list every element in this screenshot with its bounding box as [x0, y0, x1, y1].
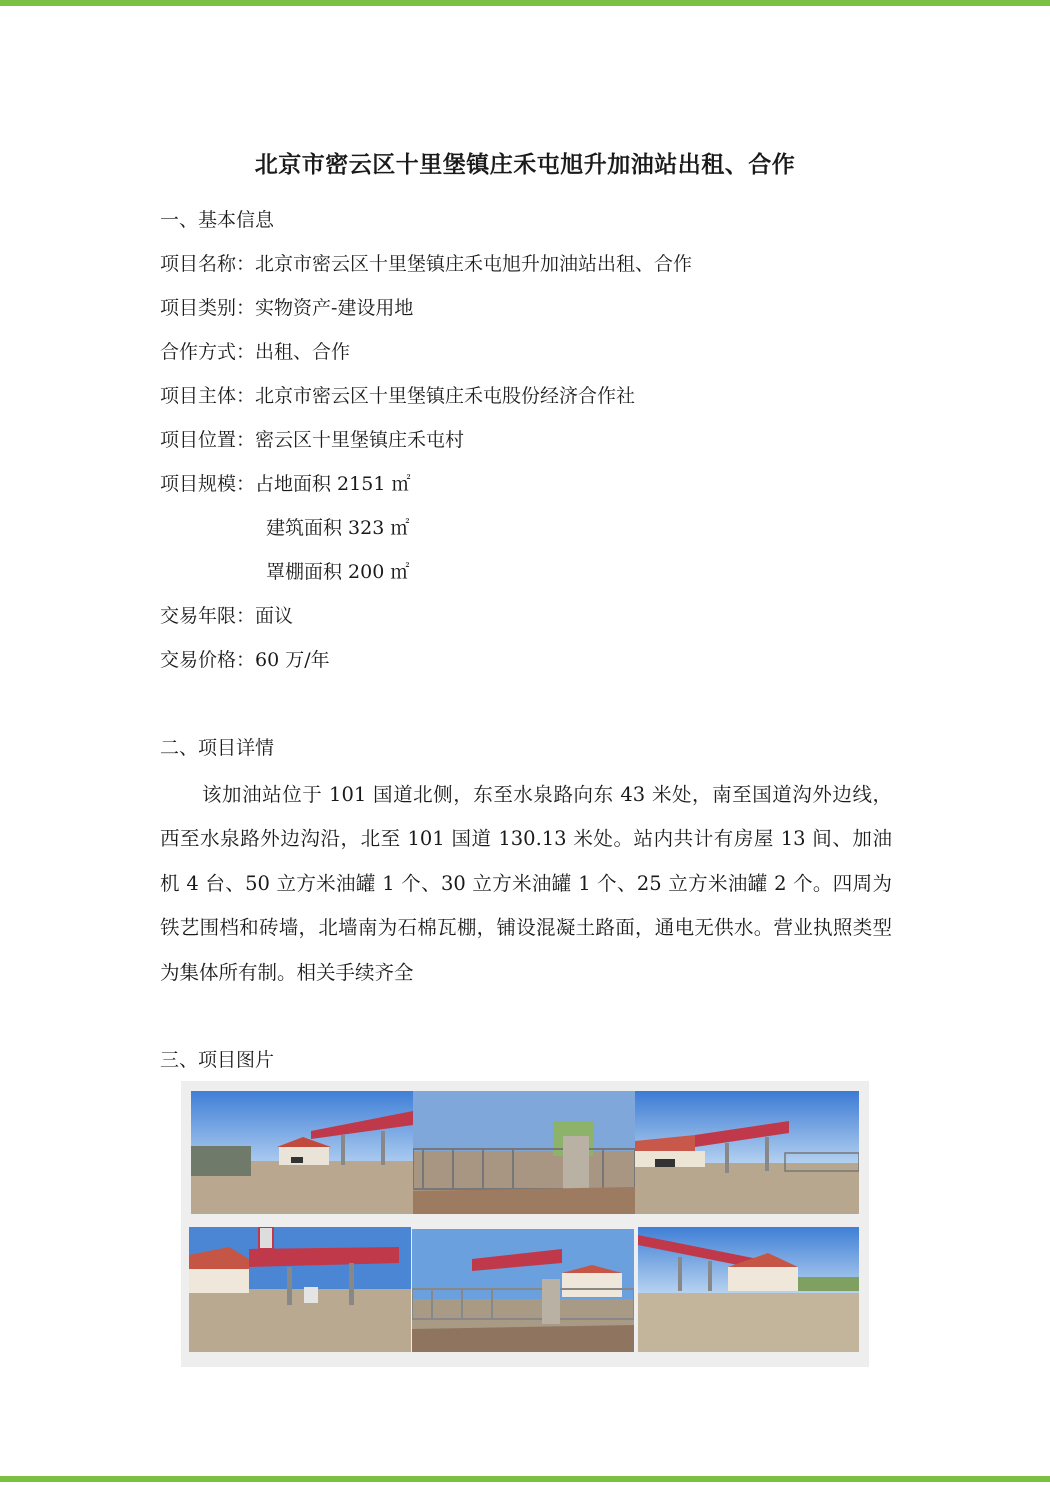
field-value: 出租、合作 [255, 341, 351, 363]
field-label: 项目名称： [160, 253, 256, 275]
section-heading-basic-info: 一、基本信息 [160, 209, 275, 231]
field-value: 北京市密云区十里堡镇庄禾屯旭升加油站出租、合作 [255, 253, 693, 275]
section-heading-project-details: 二、项目详情 [160, 737, 275, 759]
field-project-scale [160, 471, 410, 497]
field-transaction-term [160, 603, 293, 629]
document-title: 北京市密云区十里堡镇庄禾屯旭升加油站出租、合作 [254, 151, 796, 178]
bottom-accent-bar [0, 1476, 1050, 1482]
gas-station-photo-1 [191, 1091, 413, 1214]
scale-canopy-area: 罩棚面积 200 ㎡ [266, 561, 410, 583]
field-transaction-price [160, 647, 330, 673]
field-value: 实物资产-建设用地 [255, 297, 414, 319]
field-label: 合作方式： [160, 341, 256, 363]
field-project-owner [160, 383, 635, 409]
gas-station-photo-4 [189, 1227, 411, 1352]
field-cooperation-method [160, 339, 350, 365]
field-label: 项目类别： [160, 297, 256, 319]
gas-station-photo-2 [413, 1091, 635, 1214]
field-value: 密云区十里堡镇庄禾屯村 [255, 429, 465, 451]
field-project-category [160, 295, 413, 321]
field-value: 北京市密云区十里堡镇庄禾屯股份经济合作社 [255, 385, 636, 407]
scale-building-area: 建筑面积 323 ㎡ [266, 517, 410, 539]
project-details-paragraph: 该加油站位于 101 国道北侧，东至水泉路向东 43 米处，南至国道沟外边线，西至水泉路外边沟沿，北至 101 国道 130.13 米处。站内共计有房屋 13 间、加油机 4 台、50 立方米油罐 1 个、30 立方米油罐 1 个、25 立方米油罐 2 个。四周为铁艺围档和砖墙，北墙南为石棉瓦棚，铺设混凝土路面，通电无供水。营业执照类型为集体所有制。相关手续齐全 [160, 783, 892, 984]
field-value: 占地面积 2151 ㎡ [255, 473, 411, 495]
section-heading-project-photos: 三、项目图片 [160, 1049, 275, 1071]
field-value: 60 万/年 [255, 649, 330, 671]
field-label: 交易年限： [160, 605, 256, 627]
field-project-location [160, 427, 464, 453]
field-label: 项目主体： [160, 385, 256, 407]
field-label: 交易价格： [160, 649, 256, 671]
gas-station-photo-5 [412, 1229, 634, 1352]
field-value: 面议 [255, 605, 294, 627]
field-label: 项目规模： [160, 473, 256, 495]
gas-station-photo-6 [638, 1227, 859, 1352]
photo-gallery [181, 1081, 869, 1367]
top-accent-bar [0, 0, 1050, 6]
field-project-name [160, 251, 692, 277]
field-label: 项目位置： [160, 429, 256, 451]
gas-station-photo-3 [635, 1091, 859, 1214]
